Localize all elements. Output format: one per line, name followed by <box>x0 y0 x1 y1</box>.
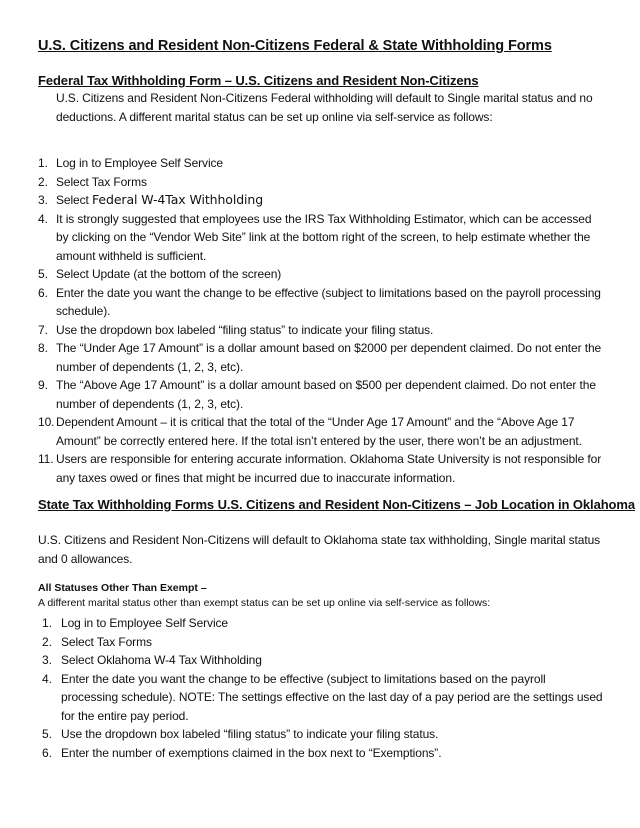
list-item: 3. Select Oklahoma W-4 Tax Withholding <box>42 653 262 667</box>
list-item: 4. Enter the date you want the change to be effective (subject to limitations based on the payroll processing schedule). NOTE: The settings effective on the last day of a pay period are the settings used for the entire pay period. <box>42 671 603 723</box>
federal-steps-list <box>38 154 604 487</box>
list-item: 6. Enter the date you want the change to be effective (subject to limitations based on the payroll processing schedule). <box>38 285 601 318</box>
list-item: 8. The “Under Age 17 Amount” is a dollar amount based on $2000 per dependent claimed. Do not enter the number of dependents (1, 2, 3, etc). <box>38 341 602 374</box>
page-title: U.S. Citizens and Resident Non-Citizens Federal & State Withholding Forms <box>38 38 552 54</box>
list-item: 4. It is strongly suggested that employees use the IRS Tax Withholding Estimator, which can be accessed by clicking on the “Vendor Web Site” link at the bottom right of the screen, to help estimate whether the amount withheld is sufficient. <box>38 211 592 263</box>
list-item: 5. Use the dropdown box labeled “filing status” to indicate your filing status. <box>42 727 439 741</box>
list-item: 2. Select Tax Forms <box>38 174 147 189</box>
federal-intro: U.S. Citizens and Resident Non-Citizens Federal withholding will default to Single marital status and no deductions. A different marital status can be set up online via self-service as follows: <box>56 91 593 124</box>
state-subintro: A different marital status other than exempt status can be set up online via self-service as follows: <box>38 597 491 609</box>
state-subheading: All Statuses Other Than Exempt – <box>38 582 207 594</box>
list-item: 9. The “Above Age 17 Amount” is a dollar amount based on $500 per dependent claimed. Do not enter the number of dependents (1, 2, 3, etc). <box>38 378 596 411</box>
list-item: 5. Select Update (at the bottom of the screen) <box>38 267 282 281</box>
list-item: 7. Use the dropdown box labeled “filing status” to indicate your filing status. <box>38 322 434 337</box>
list-item: 3. Select Federal W-4Tax Withholding <box>38 192 264 207</box>
federal-section-heading: Federal Tax Withholding Form – U.S. Citizens and Resident Non-Citizens <box>38 73 479 88</box>
list-item: 2. Select Tax Forms <box>42 634 152 649</box>
state-steps-list <box>42 614 604 762</box>
list-item: 1. Log in to Employee Self Service <box>42 616 228 630</box>
state-intro: U.S. Citizens and Resident Non-Citizens will default to Oklahoma state tax withholding, Single marital status and 0 allowances. <box>38 533 601 566</box>
state-section-heading: State Tax Withholding Forms U.S. Citizens and Resident Non-Citizens – Job Location in Oklahoma <box>38 497 635 512</box>
list-item: 1. Log in to Employee Self Service <box>38 156 223 170</box>
list-item: 11. Users are responsible for entering accurate information. Oklahoma State University is not responsible for any taxes owed or fines that might be incurred due to inaccurate information. <box>38 452 602 485</box>
list-item: 6. Enter the number of exemptions claimed in the box next to “Exemptions”. <box>42 745 442 760</box>
form-name: Federal W-4Tax Withholding <box>92 192 264 207</box>
list-item: 10. Dependent Amount – it is critical that the total of the “Under Age 17 Amount” and the “Above Age 17 Amount” be correctly entered here. If the total isn’t entered by the user, there won’t be an adjustment. <box>38 415 582 448</box>
